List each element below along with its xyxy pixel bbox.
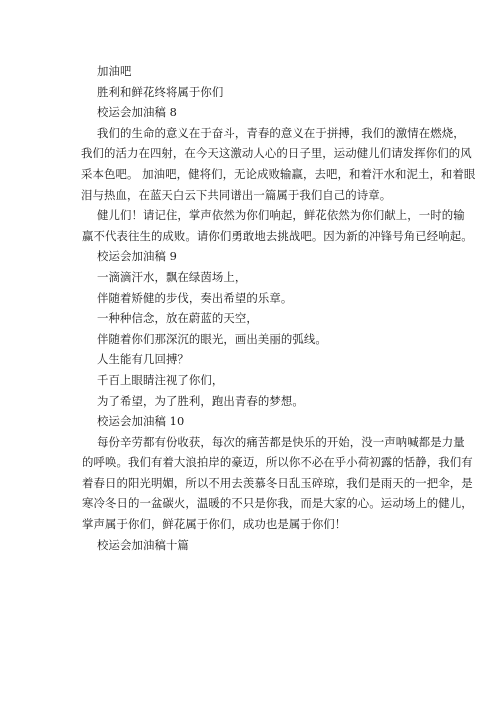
paragraph-line: 的呼唤。我们有着大浪拍岸的豪迈，所以你不必在乎小荷初露的恬静，我们有 (82, 455, 473, 470)
poem-line: 千百上眼睛注视了你们， (97, 372, 224, 387)
paragraph-line: 我们的生命的意义在于奋斗，青春的意义在于拼搏，我们的激情在燃烧， (97, 125, 465, 140)
text-line: 加油吧 (97, 64, 132, 78)
poem-line: 伴随着你们那深沉的眼光，画出美丽的弧线。 (97, 331, 327, 346)
poem-line: 一滴滴汗水，飘在绿茵场上， (97, 269, 247, 284)
paragraph (82, 432, 473, 535)
section-heading: 校运会加油稿 10 (97, 414, 185, 429)
paragraph (82, 205, 473, 246)
paragraph-line: 每份辛劳都有份收获，每次的痛苦都是快乐的开始，没一声呐喊都是力量 (97, 434, 465, 449)
text-line: 胜利和鲜花终将属于你们 (97, 84, 224, 99)
paragraph-line: 着春日的阳光明媚，所以不用去羡慕冬日乱玉碎琼，我们是雨天的一把伞，是 (82, 475, 473, 490)
paragraph-line: 赢不代表往生的成败。请你们勇敢地去挑战吧。因为新的冲锋号角已经响起。 (82, 228, 473, 243)
paragraph-line: 泪与热血，在蓝天白云下共同谱出一篇属于我们自己的诗章。 (81, 187, 392, 202)
section-heading: 校运会加油稿十篇 (97, 537, 189, 552)
paragraph-line: 寒冷冬日的一盆碳火，温暖的不只是你我，而是大家的心。运动场上的健儿， (82, 496, 473, 511)
section-heading: 校运会加油稿 9 (97, 249, 178, 264)
paragraph-line: 我们的活力在四射，在今天这激动人心的日子里，运动健儿们请发挥你们的风 (81, 146, 472, 161)
paragraph-line: 掌声属于你们，鲜花属于你们，成功也是属于你们！ (82, 517, 347, 532)
poem-line: 伴随着矫健的步伐，奏出希望的乐章。 (97, 290, 293, 305)
paragraph-line: 采本色吧。 加油吧，健将们，无论成败输赢，去吧，和着汗水和泥土，和着眼 (81, 166, 476, 181)
poem-line: 人生能有几回搏？ (97, 352, 189, 367)
paragraph (81, 123, 476, 205)
document-body (81, 61, 476, 555)
paragraph-line: 健儿们！请记住，掌声依然为你们响起，鲜花依然为你们献上，一时的输 (97, 208, 465, 223)
poem-line: 一种种信念，放在蔚蓝的天空， (97, 311, 258, 326)
section-heading: 校运会加油稿 8 (97, 105, 178, 120)
poem-line: 为了希望，为了胜利，跑出青春的梦想。 (97, 393, 304, 408)
